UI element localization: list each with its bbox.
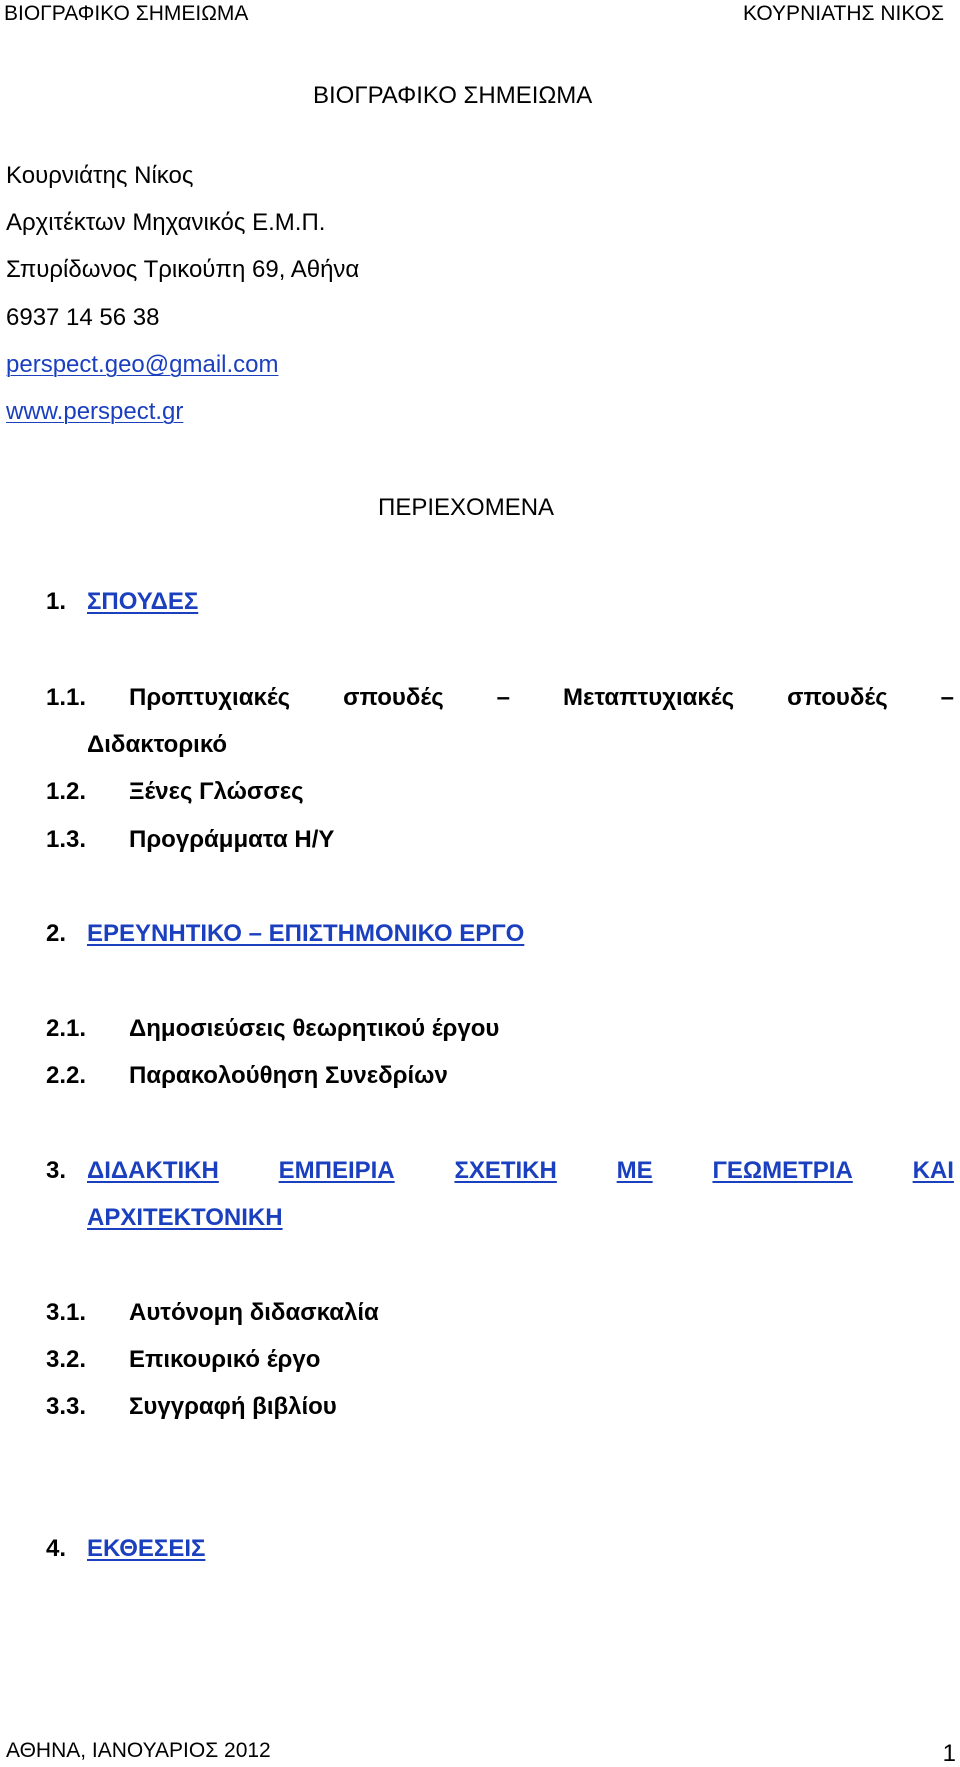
word: σπουδές — [343, 684, 444, 711]
word: ΚΑΙ — [912, 1157, 954, 1184]
section-number: 2. — [46, 920, 67, 947]
subsection-title: Συγγραφή βιβλίου — [129, 1393, 337, 1420]
subsection-number: 1.1. — [46, 684, 87, 711]
email-link[interactable]: perspect.geo@gmail.com — [6, 351, 279, 378]
toc-link-research[interactable]: ΕΡΕΥΝΗΤΙΚΟ – ΕΠΙΣΤΗΜΟΝΙΚΟ ΕΡΓΟ — [87, 920, 525, 947]
dash: – — [940, 684, 954, 711]
document-title: ΒΙΟΓΡΑΦΙΚΟ ΣΗΜΕΙΩΜΑ — [313, 82, 593, 109]
contact-phone: 6937 14 56 38 — [6, 304, 160, 331]
subsection-number: 1.2. — [46, 778, 87, 805]
footer-place-date: ΑΘΗΝΑ, ΙΑΝΟΥΑΡΙΟΣ 2012 — [6, 1739, 271, 1762]
subsection-title: Παρακολούθηση Συνεδρίων — [129, 1062, 448, 1089]
toc-link-exhibitions[interactable]: ΕΚΘΕΣΕΙΣ — [87, 1535, 206, 1562]
running-header-right: ΚΟΥΡΝΙΑΤΗΣ ΝΙΚΟΣ — [743, 2, 944, 25]
toc-title: ΠΕΡΙΕΧΟΜΕΝΑ — [378, 494, 555, 521]
running-header-left: ΒΙΟΓΡΑΦΙΚΟ ΣΗΜΕΙΩΜΑ — [4, 2, 249, 25]
subsection-number: 3.2. — [46, 1346, 87, 1373]
toc-link-teaching[interactable] — [87, 1159, 954, 1183]
word: Προπτυχιακές — [129, 684, 291, 711]
subsection-title: Ξένες Γλώσσες — [129, 778, 304, 805]
subsection-number: 3.1. — [46, 1299, 87, 1326]
contact-profession: Αρχιτέκτων Μηχανικός Ε.Μ.Π. — [6, 209, 326, 236]
subsection-title: Προγράμματα Η/Υ — [129, 826, 335, 853]
subsection-title: Αυτόνομη διδασκαλία — [129, 1299, 379, 1326]
word: σπουδές — [787, 684, 888, 711]
page-number: 1 — [942, 1740, 956, 1767]
subsection-number: 1.3. — [46, 826, 87, 853]
word: ΔΙΔΑΚΤΙΚΗ — [87, 1157, 219, 1184]
contact-address: Σπυρίδωνος Τρικούπη 69, Αθήνα — [6, 256, 360, 283]
word: ΓΕΩΜΕΤΡΙΑ — [712, 1157, 853, 1184]
subsection-title: Δημοσιεύσεις θεωρητικού έργου — [129, 1015, 500, 1042]
toc-link-studies[interactable]: ΣΠΟΥΔΕΣ — [87, 588, 199, 615]
contact-name: Κουρνιάτης Νίκος — [6, 162, 194, 189]
word: ΜΕ — [616, 1157, 653, 1184]
subsection-number: 2.1. — [46, 1015, 87, 1042]
subsection-title: Επικουρικό έργο — [129, 1346, 321, 1373]
subsection-number: 3.3. — [46, 1393, 87, 1420]
section-number: 4. — [46, 1535, 67, 1562]
toc-link-teaching-continuation[interactable]: ΑΡΧΙΤΕΚΤΟΝΙΚΗ — [87, 1204, 283, 1231]
word: ΣΧΕΤΙΚΗ — [454, 1157, 557, 1184]
section-number: 1. — [46, 588, 67, 615]
section-number: 3. — [46, 1157, 67, 1184]
word: ΕΜΠΕΙΡΙΑ — [278, 1157, 395, 1184]
website-link[interactable]: www.perspect.gr — [6, 398, 184, 425]
subsection-title-line — [129, 686, 954, 710]
subsection-title-continuation: Διδακτορικό — [87, 731, 228, 758]
word: Μεταπτυχιακές — [562, 684, 735, 711]
subsection-number: 2.2. — [46, 1062, 87, 1089]
dash: – — [496, 684, 511, 711]
